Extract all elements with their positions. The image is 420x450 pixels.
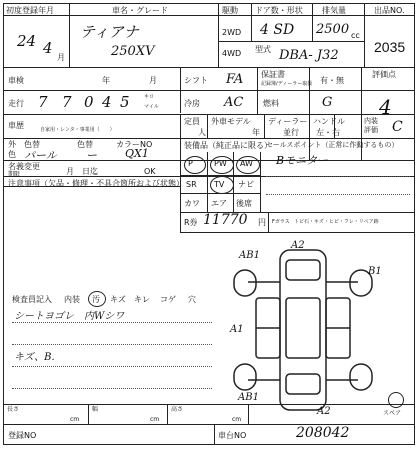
car-name: ティアナ <box>80 23 139 41</box>
mileage-unit-mile: マイル <box>144 104 159 110</box>
panel-front-right-label: B1 <box>368 266 382 277</box>
mileage-digits <box>32 92 140 112</box>
car-name-label: 車名・グレード <box>112 6 168 15</box>
warranty-sub: 記録簿/ディーラー取扱 <box>261 81 313 87</box>
door-shape: 4 SD <box>260 22 295 38</box>
drive-2wd: 2WD <box>222 28 242 37</box>
equipment-tv: TV <box>214 180 225 189</box>
score-label: 評価点 <box>372 70 396 79</box>
mileage-digit-1: 7 <box>38 93 48 111</box>
length-label: 長さ <box>7 406 20 413</box>
equipment-leather: カワ <box>184 199 200 208</box>
equipment-p: P <box>188 159 193 168</box>
equipment-sr: SR <box>186 180 197 189</box>
panel-front-label: A2 <box>291 240 305 251</box>
month-unit: 月 <box>57 53 65 62</box>
height-unit: cm <box>232 416 242 423</box>
history-sub: 自家用・レンタ・事業用（ ） <box>40 127 115 133</box>
color-no-value: QX1 <box>125 147 149 160</box>
outer-color-label: 外 <box>8 140 16 149</box>
color-label: 色替 <box>24 140 40 149</box>
warranty-label: 保証書 <box>261 70 285 79</box>
warranty-options: 有・無 <box>320 76 344 85</box>
lot-no: 2035 <box>374 39 406 55</box>
equipment-aw: AW <box>240 159 253 168</box>
glass-label: Fガラス <box>272 219 290 225</box>
panel-front-left-label: AB1 <box>239 250 260 261</box>
recycle-label: R券 <box>184 218 198 227</box>
inspector-tag-dirt: 汚 <box>92 295 100 304</box>
mileage-digit-2: 7 <box>62 93 72 111</box>
spare-label: スペア <box>383 410 402 417</box>
first-registration-label: 初度登録年月 <box>6 6 54 15</box>
history-label: 車歴 <box>8 121 24 130</box>
capacity-unit: 人 <box>198 128 206 137</box>
height-label: 高さ <box>171 406 184 413</box>
door-shape-label: ドア数・形状 <box>255 6 303 15</box>
inspector-label: 検査員記入 <box>12 295 52 304</box>
panel-rear-label: A2 <box>317 406 331 417</box>
inspection-label: 車検 <box>8 76 24 85</box>
panel-rear-left-label: AB1 <box>238 392 259 403</box>
handle-options: 左・右 <box>316 128 340 137</box>
name-change-label: 名義変更 <box>8 162 40 171</box>
length-unit: cm <box>70 416 80 423</box>
shift-label: シフト <box>184 76 208 85</box>
inspection-month-unit: 月 <box>149 76 157 85</box>
fuel-label: 燃料 <box>263 99 279 108</box>
registration-no-label: 登録NO <box>8 431 37 440</box>
inspector-tag-interior: 内装 <box>64 295 80 304</box>
displacement-unit: cc <box>351 31 360 40</box>
mileage-digit-5: 5 <box>120 93 130 111</box>
mileage-digit-3: 0 <box>84 93 94 111</box>
color-change-label: 色替 <box>77 140 93 149</box>
first-registration-month: 4 <box>43 39 53 57</box>
import-model-label: 外車モデル <box>211 117 251 126</box>
displacement-value: 2500 <box>316 22 350 37</box>
inspection-year-unit: 年 <box>102 76 110 85</box>
handle-label: ハンドル <box>313 117 345 126</box>
recycle-amount: 11770 <box>203 212 248 228</box>
name-change-ok: OK <box>144 167 156 176</box>
recycle-unit: 円 <box>258 218 266 227</box>
color-no-label: カラーNO <box>116 140 153 149</box>
drive-4wd: 4WD <box>222 49 242 58</box>
first-registration-year: 24 <box>17 32 37 50</box>
color-change-value: ー <box>86 149 97 162</box>
interior-score-box <box>361 114 385 138</box>
interior-score: C <box>392 119 403 135</box>
sales-point-value: Bモニター <box>276 154 329 167</box>
mileage-digit-4: 4 <box>102 93 112 111</box>
damage-label: トビ石・キズ・ヒビ・フレ・リペア跡 <box>294 219 379 225</box>
inspector-tag-burn: コゲ <box>160 295 176 304</box>
auction-inspection-sheet <box>3 3 415 445</box>
mileage-label: 走行 <box>8 99 24 108</box>
inspector-tag-hole: 穴 <box>188 295 196 304</box>
interior-score-label: 内装評価 <box>364 117 378 134</box>
chassis-no-label: 車台NO <box>218 431 247 440</box>
caution-label: 注意事項（欠品・修理・不具合箇所および状態） <box>8 179 184 188</box>
ac-value: AC <box>224 95 244 110</box>
dealer-label: ディーラー <box>268 117 308 126</box>
inner-color-label: 色 <box>8 150 16 159</box>
panel-left-label: A1 <box>230 324 244 335</box>
import-year-unit: 年 <box>252 128 260 137</box>
chassis-no: 208042 <box>296 425 350 441</box>
width-unit: cm <box>150 416 160 423</box>
shift-value: FA <box>226 72 244 87</box>
sales-point-label: セールスポイント（正常に作動するもの） <box>266 141 399 149</box>
equipment-navi: ナビ <box>238 180 254 189</box>
grade: 250XV <box>111 44 155 59</box>
inspector-note-1: シートヨゴレ 内Wシワ <box>14 311 125 322</box>
spare-tire-icon <box>388 392 404 408</box>
fuel-value: G <box>322 95 333 110</box>
color-value: パール <box>24 149 57 162</box>
mileage-unit-km: キロ <box>144 94 155 100</box>
ac-label: 冷房 <box>184 99 200 108</box>
name-change-sub: 期限 <box>8 171 21 178</box>
inspector-tag-cut: キレ <box>134 295 150 304</box>
score-value: 4 <box>379 95 392 119</box>
name-change-date: 月 日迄 <box>66 167 98 176</box>
inspector-tag-scratch: キズ <box>110 295 126 304</box>
width-label: 幅 <box>92 406 99 413</box>
displacement-label: 排気量 <box>322 6 346 15</box>
inspector-note-2: キズ、B. <box>14 352 55 363</box>
equipment-label: 装備品（純正品に限る） <box>184 141 272 150</box>
model-code: DBA- J32 <box>279 48 339 63</box>
drive-label: 駆動 <box>222 6 238 15</box>
model-label: 型式 <box>255 45 271 54</box>
capacity-label: 定員 <box>184 117 200 126</box>
equipment-rear-seat: 後席 <box>236 199 252 208</box>
equipment-airbag: エア <box>211 199 227 208</box>
equipment-pw: PW <box>214 159 227 168</box>
dealer-sub: 並行 <box>283 128 299 137</box>
lot-no-label: 出品NO. <box>374 6 405 15</box>
